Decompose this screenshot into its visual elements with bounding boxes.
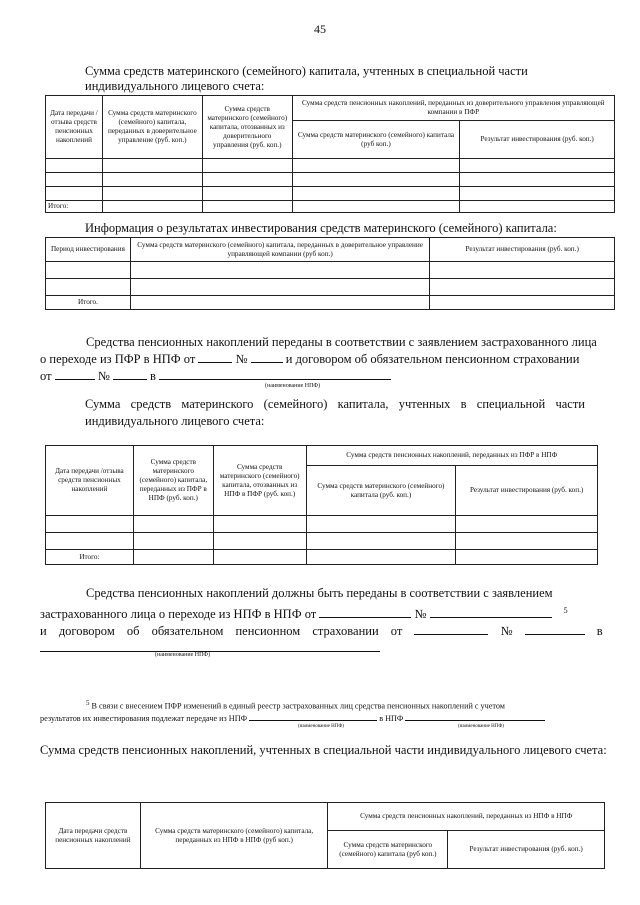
p2-l2a: застрахованного лица о переходе из НПФ в НПФ от: [40, 607, 317, 622]
p2-line1: Средства пенсионных накоплений должны быть переданы в соответствии с заявлением: [86, 586, 553, 600]
p2-sup: 5: [563, 606, 568, 615]
p2-l3b: №: [500, 624, 513, 639]
table-row: [46, 516, 598, 533]
col-result: Результат инвестирования (руб. коп.): [456, 466, 598, 516]
p2-l2b: №: [414, 607, 427, 622]
p1-l3a: от: [40, 369, 52, 383]
p2-l3c: в: [596, 624, 603, 639]
investment-results-table: [45, 237, 615, 310]
fn-caption-1: (наименование НПФ): [298, 724, 344, 729]
p1-l2c: и договором об обязательном пенсионном страховании: [285, 352, 580, 366]
footnote-l2a: результатов их инвестирования подлежат передаче из НПФ: [40, 713, 248, 723]
table-row: [46, 173, 615, 187]
footnote: [40, 697, 625, 725]
col-date: Дата передачи /отзыва средств пенсионных накоплений: [46, 96, 103, 159]
p1-l2b: №: [235, 352, 248, 366]
col-withdrawn: Сумма средств материнского (семейного) капитала, отозванных из НПФ в ПФР (руб. коп.): [213, 446, 306, 516]
col-transferred: Сумма средств материнского (семейного) капитала, переданных в доверительное управление (руб. коп.): [102, 96, 202, 159]
fn-caption-2: (наименование НПФ): [458, 724, 504, 729]
total-label: Итого:: [46, 550, 134, 565]
col-group-header: Сумма средств пенсионных накоплений, переданных из НПФ в НПФ: [328, 803, 605, 831]
col-result: Результат инвестирования (руб. коп.): [430, 238, 615, 262]
footnote-l2b: в НПФ: [379, 713, 404, 723]
col-transferred: Сумма средств материнского (семейного) капитала, переданных из ПФР в НПФ (руб. коп.): [133, 446, 213, 516]
total-label: Итого.: [46, 296, 131, 310]
col-date: Дата передачи /отзыва средств пенсионных накоплений: [46, 446, 134, 516]
col-transferred: Сумма средств материнского (семейного) капитала, переданных из НПФ в НПФ (руб коп.): [140, 803, 328, 869]
section1-heading: Сумма средств материнского (семейного) капитала, учтенных в специальной части индивидуального лицевого счета:: [85, 64, 528, 93]
transfer-paragraph-1: [40, 334, 620, 385]
mat-capital-table-2: [45, 445, 598, 565]
total-label: Итого:: [46, 201, 103, 213]
col-withdrawn: Сумма средств материнского (семейного) капитала, отозванных из доверительного управления (руб. коп.): [202, 96, 292, 159]
col-amount: Сумма средств материнского (семейного) капитала (руб коп.): [328, 831, 448, 869]
footnote-line1: В связи с внесением ПФР изменений в единый реестр застрахованных лиц средства пенсионных накоплений с учетом: [91, 701, 505, 711]
table-row: [46, 262, 615, 279]
p1-line1: Средства пенсионных накоплений переданы в соответствии с заявлением застрахованного лица: [86, 335, 597, 349]
col-date: Дата передачи средств пенсионных накоплений: [46, 803, 141, 869]
npf-caption-2: (наименование НПФ): [155, 652, 211, 658]
footnote-number: 5: [86, 699, 90, 707]
col-amount: Сумма средств материнского (семейного) капитала (руб. коп.): [306, 466, 456, 516]
npf-caption-1: (наименование НПФ): [265, 383, 321, 389]
p1-l3c: в: [150, 369, 156, 383]
table-row: [46, 533, 598, 550]
p2-l3a: и договором об обязательном пенсионном страховании от: [40, 624, 403, 639]
page-number: 45: [314, 22, 326, 36]
col-result: Результат инвестирования (руб. коп.): [460, 121, 615, 159]
section3-heading: Сумма средств материнского (семейного) капитала, учтенных в специальной части индивидуального лицевого счета:: [85, 397, 585, 428]
mat-capital-table-1: [45, 95, 615, 213]
col-period: Период инвестирования: [46, 238, 131, 262]
col-group-header: Сумма средств пенсионных накоплений, переданных из доверительного управления управляющей компании в ПФР: [292, 96, 614, 121]
transfer-paragraph-2: [40, 585, 625, 657]
col-amount: Сумма средств материнского (семейного) капитала, переданных в доверительное управление управляющей компании (руб коп.): [130, 238, 429, 262]
table-row: [46, 187, 615, 201]
pension-savings-table: [45, 802, 605, 869]
section4-heading: Сумма средств пенсионных накоплений, учтенных в специальной части индивидуального лицевого счета:: [40, 743, 607, 757]
section2-heading: Информация о результатах инвестирования средств материнского (семейного) капитала:: [85, 221, 557, 235]
col-result: Результат инвестирования (руб. коп.): [448, 831, 605, 869]
table-row: [46, 159, 615, 173]
col-amount: Сумма средств материнского (семейного) капитала (руб коп.): [292, 121, 460, 159]
p1-l2a: о переходе из ПФР в НПФ от: [40, 352, 196, 366]
p1-l3b: №: [97, 369, 110, 383]
col-group-header: Сумма средств пенсионных накоплений, переданных из ПФР в НПФ: [306, 446, 597, 466]
table-row: [46, 279, 615, 296]
